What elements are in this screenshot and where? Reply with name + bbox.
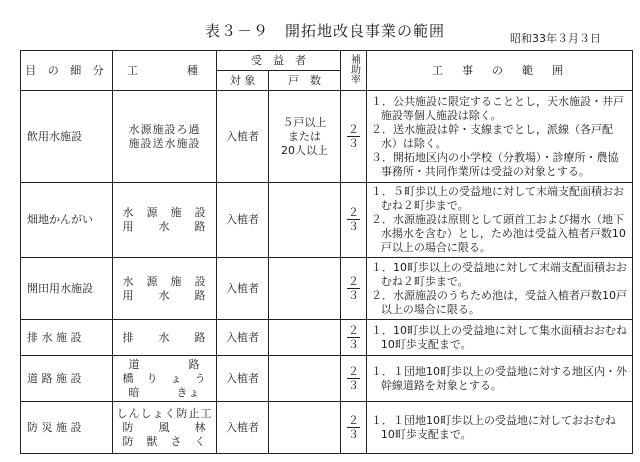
header-work: 工 種 xyxy=(113,51,217,91)
table-row xyxy=(21,402,633,454)
scope-item: ２．送水施設は幹・支線までとし，派線（各戸配水）は除く。 xyxy=(371,122,613,150)
rate-numerator: ２ xyxy=(348,122,359,136)
table-row xyxy=(21,356,633,402)
rate-cell xyxy=(341,91,367,183)
rate-fraction xyxy=(347,123,360,150)
work-item: 施設送水施設 xyxy=(128,136,201,150)
work-cell xyxy=(113,356,217,402)
households-cell xyxy=(269,320,341,356)
rate-denominator: ３ xyxy=(348,378,359,392)
work-item: 水源施設ろ過 xyxy=(128,122,201,136)
rate-fraction xyxy=(347,275,360,302)
work-cell xyxy=(113,183,217,258)
rate-cell xyxy=(341,356,367,402)
target-cell: 入植者 xyxy=(217,91,269,183)
header-subsidy-rate-text: 補助率 xyxy=(348,53,360,84)
households-line: ５戸以上 xyxy=(282,115,327,129)
work-cell xyxy=(113,320,217,356)
target-cell: 入植者 xyxy=(217,258,269,320)
scope-cell xyxy=(367,402,633,454)
scope-item: ２．水源施設のうちため池は，受益入植者戸数10戸以上の場合に限る。 xyxy=(371,288,627,316)
rate-fraction xyxy=(347,324,360,351)
rate-denominator: ３ xyxy=(348,136,359,150)
rate-cell xyxy=(341,402,367,454)
target-cell: 入植者 xyxy=(217,320,269,356)
header-subsidy-rate xyxy=(341,51,367,91)
work-item: 用 水 路 xyxy=(122,220,207,233)
rate-numerator: ２ xyxy=(348,323,359,337)
table-date: 昭和33年３月３日 xyxy=(510,32,601,45)
category-cell: 防 災 施 設 xyxy=(21,402,113,454)
households-cell xyxy=(269,356,341,402)
rate-numerator: ２ xyxy=(348,413,359,427)
households-cell xyxy=(269,91,341,183)
households-line: または xyxy=(288,129,321,143)
scope-item: １．５町歩以上の受益地に対して末端支配面積おおむね２町歩まで。 xyxy=(371,185,624,212)
category-cell: 排 水 施 設 xyxy=(21,320,113,356)
category-cell: 開田用水施設 xyxy=(21,258,113,320)
rate-cell xyxy=(341,183,367,258)
rate-denominator: ３ xyxy=(348,427,359,441)
target-cell: 入植者 xyxy=(217,356,269,402)
households-cell xyxy=(269,258,341,320)
header-target: 対 象 xyxy=(217,71,269,91)
scope-item: １．10町歩以上の受益地に対して集水面積おおむね10町歩支配まで。 xyxy=(371,323,627,351)
rate-denominator: ３ xyxy=(348,220,359,233)
table-row xyxy=(21,320,633,356)
rate-numerator: ２ xyxy=(348,206,359,219)
work-item: 防 獣 さ く xyxy=(122,434,207,448)
rate-denominator: ３ xyxy=(348,337,359,351)
category-cell: 道 路 施 設 xyxy=(21,356,113,402)
scope-item: １．１団地10町歩以上の受益地に対しておおむね10町歩支配まで。 xyxy=(371,413,616,441)
rate-fraction xyxy=(347,206,360,233)
work-item: 排 水 路 xyxy=(122,330,207,344)
rate-numerator: ２ xyxy=(348,274,359,288)
scope-item: １．１団地10町歩以上の受益地に対する地区内・外幹線道路を対象とする。 xyxy=(371,364,627,392)
table-row xyxy=(21,258,633,320)
scope-cell xyxy=(367,258,633,320)
header-scope: 工 事 の 範 囲 xyxy=(367,51,633,91)
table-body xyxy=(21,91,633,454)
work-item: しんしょく防止工 xyxy=(116,406,213,420)
target-cell: 入植者 xyxy=(217,402,269,454)
households-line: 20人以上 xyxy=(281,143,328,157)
table-row xyxy=(21,91,633,183)
category-cell: 畑地かんがい xyxy=(21,183,113,258)
scope-item: １．公共施設に限定することとし，天水施設・井戸施設等個人施設は除く。 xyxy=(371,94,624,122)
category-cell: 飲用水施設 xyxy=(21,91,113,183)
work-cell xyxy=(113,402,217,454)
header-households: 戸 数 xyxy=(269,71,341,91)
work-item: 道 路 xyxy=(128,357,201,371)
table-row xyxy=(21,183,633,258)
scope-cell xyxy=(367,183,633,258)
rate-denominator: ３ xyxy=(348,288,359,302)
scope-cell xyxy=(367,320,633,356)
work-cell xyxy=(113,91,217,183)
rate-fraction xyxy=(347,365,360,392)
rate-cell xyxy=(341,320,367,356)
scope-cell xyxy=(367,91,633,183)
rate-numerator: ２ xyxy=(348,364,359,378)
work-item: 水 源 施 設 xyxy=(122,206,207,219)
scope-item: ２．水源施設は原則として頭首工および揚水（地下水揚水を含む）とし，ため池は受益入植者戸数10戸以上の場合に限る。 xyxy=(371,213,626,254)
header-category: 目 の 細 分 xyxy=(21,51,113,91)
target-cell: 入植者 xyxy=(217,183,269,258)
work-item: 橋 り ょ う xyxy=(122,371,207,385)
rate-fraction xyxy=(347,414,360,441)
rate-cell xyxy=(341,258,367,320)
households-cell xyxy=(269,183,341,258)
work-item: 防 風 林 xyxy=(122,420,207,434)
work-cell xyxy=(113,258,217,320)
scope-table xyxy=(20,50,633,454)
scope-item: ３．開拓地区内の小学校（分教場）・診療所・農協事務所・共同作業所は受益の対象とする。 xyxy=(371,150,619,178)
work-item: 用 水 路 xyxy=(122,288,207,302)
scope-item: １．10町歩以上の受益地に対して末端支配面積おおむね２町歩まで。 xyxy=(371,260,627,288)
table-title: 表３－９ 開拓地改良事業の範囲 xyxy=(205,22,446,40)
work-item: 水 源 施 設 xyxy=(122,274,207,288)
scope-cell xyxy=(367,356,633,402)
work-item: 暗 きょ xyxy=(128,385,201,399)
households-cell xyxy=(269,402,341,454)
header-beneficiary: 受 益 者 xyxy=(217,51,341,71)
